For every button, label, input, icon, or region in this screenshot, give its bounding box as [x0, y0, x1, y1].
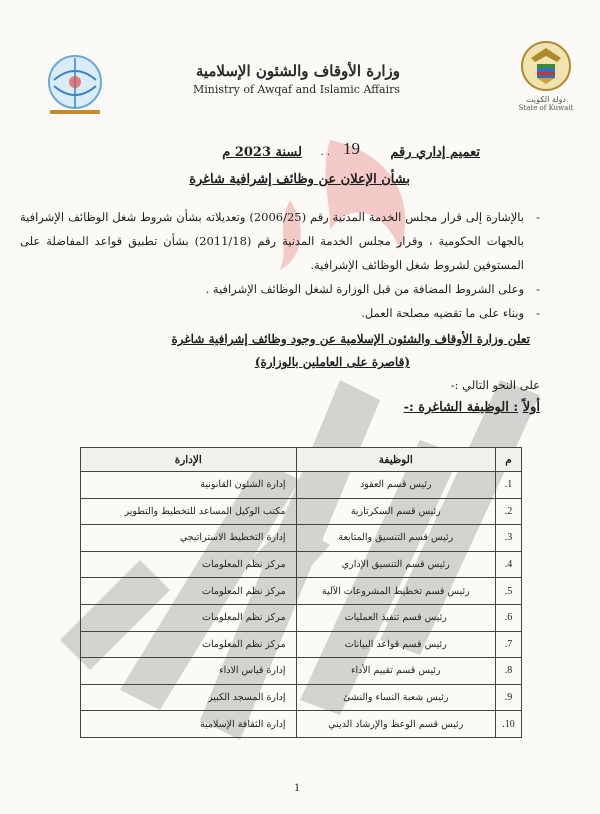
circular-title [150, 139, 480, 165]
row-num: 2. [496, 498, 522, 525]
ministry-name-en: Ministry of Awqaf and Islamic Affairs [192, 83, 400, 96]
row-job: رئيس قسم تخطيط المشروعات الآلية [296, 578, 496, 605]
announcement-line: تعلن وزارة الأوقاف والشئون الإسلامية عن وجود وظائف إشرافية شاغرة [171, 332, 530, 346]
table-row [81, 525, 522, 552]
row-job: رئيس قسم السكرتارية [296, 498, 496, 525]
row-dept: إدارة التخطيط الاستراتيجي [81, 525, 297, 552]
bullet-dash: - [536, 306, 540, 320]
row-num: 6. [496, 604, 522, 631]
title-dots: . . [320, 147, 330, 158]
row-job: رئيس قسم تنفيذ العمليات [296, 604, 496, 631]
state-name-ar: دولة الكويت [526, 95, 566, 104]
preamble [20, 205, 540, 325]
preamble-item [20, 301, 540, 325]
row-job: رئيس قسم الوعظ والإرشاد الديني [296, 711, 496, 738]
ministry-name-ar: وزارة الأوقاف والشئون الإسلامية [195, 62, 400, 80]
preamble-item [20, 277, 540, 301]
preamble-text: بالإشارة إلى قرار مجلس الخدمة المدنية رقم (2006/25) وتعديلاته بشأن شروط شغل الوظائف الإشرافية بالجهات الحكومية ، وقرار مجلس الخدمة المدنية رقم (2011/18) بشأن تطبيق قواعد المفاضلة على المستوفين لشروط شغل الوظائف الإشرافية. [20, 210, 524, 272]
row-num: 7. [496, 631, 522, 658]
row-num: 10. [496, 711, 522, 738]
row-dept: مركز نظم المعلومات [81, 578, 297, 605]
page-number: 1 [294, 780, 300, 794]
header-job: الوظيفة [296, 448, 496, 472]
row-dept: إدارة المسجد الكبير [81, 684, 297, 711]
vacancies-table [80, 447, 522, 738]
bullet-dash: - [536, 282, 540, 296]
row-num: 3. [496, 525, 522, 552]
row-num: 9. [496, 684, 522, 711]
row-dept: إدارة الشئون القانونية [81, 472, 297, 499]
state-name-en: State of Kuwait [518, 104, 574, 112]
preamble-item [20, 205, 540, 277]
table-row [81, 472, 522, 499]
table-row [81, 498, 522, 525]
row-dept: مركز نظم المعلومات [81, 604, 297, 631]
section-heading [404, 400, 540, 415]
falcon-emblem-icon [519, 38, 573, 94]
header-num: م [496, 448, 522, 472]
table-header-row [81, 448, 522, 472]
table-row [81, 551, 522, 578]
row-job: رئيس قسم العقود [296, 472, 496, 499]
row-dept: إدارة الثقافة الإسلامية [81, 711, 297, 738]
row-dept: مركز نظم المعلومات [81, 551, 297, 578]
section-text: : الوظيفة الشاغرة :- [403, 400, 519, 415]
row-job: رئيس قسم التنسيق والمتابعة [296, 525, 496, 552]
intro-text: على النحو التالي :- [450, 378, 540, 392]
table-row [81, 684, 522, 711]
row-dept: مركز نظم المعلومات [81, 631, 297, 658]
table-row [81, 578, 522, 605]
bullet-dash: - [536, 210, 540, 224]
row-num: 1. [496, 472, 522, 499]
circular-subject: بشأن الإعلان عن وظائف إشرافية شاغرة [189, 172, 410, 187]
section-label: أولاً [522, 400, 540, 415]
table-row [81, 711, 522, 738]
preamble-text: وعلى الشروط المضافة من قبل الوزارة لشغل الوظائف الإشرافية . [205, 282, 524, 296]
letterhead [0, 38, 600, 128]
row-job: رئيس قسم التنسيق الإداري [296, 551, 496, 578]
table-row [81, 631, 522, 658]
row-num: 8. [496, 658, 522, 685]
announcement-restriction: (قاصرة على العاملين بالوزارة) [254, 355, 410, 369]
kuwait-emblem [506, 38, 586, 124]
circular-year: لسنة 2023 م [222, 145, 302, 160]
row-dept: مكتب الوكيل المساعد للتخطيط والتطوير [81, 498, 297, 525]
row-num: 4. [496, 551, 522, 578]
header-dept: الإدارة [81, 448, 297, 472]
row-job: رئيس قسم تقييم الأداء [296, 658, 496, 685]
table-row [81, 604, 522, 631]
row-job: رئيس قسم قواعد البيانات [296, 631, 496, 658]
ministry-logo-icon [40, 50, 110, 120]
preamble-text: وبناء على ما تقضيه مصلحة العمل. [361, 306, 524, 320]
row-job: رئيس شعبة النساء والنشئ [296, 684, 496, 711]
circular-number: 19 [343, 139, 360, 158]
row-dept: إدارة قياس الاداء [81, 658, 297, 685]
table-row [81, 658, 522, 685]
row-num: 5. [496, 578, 522, 605]
circular-label: تعميم إداري رقم [390, 145, 480, 160]
